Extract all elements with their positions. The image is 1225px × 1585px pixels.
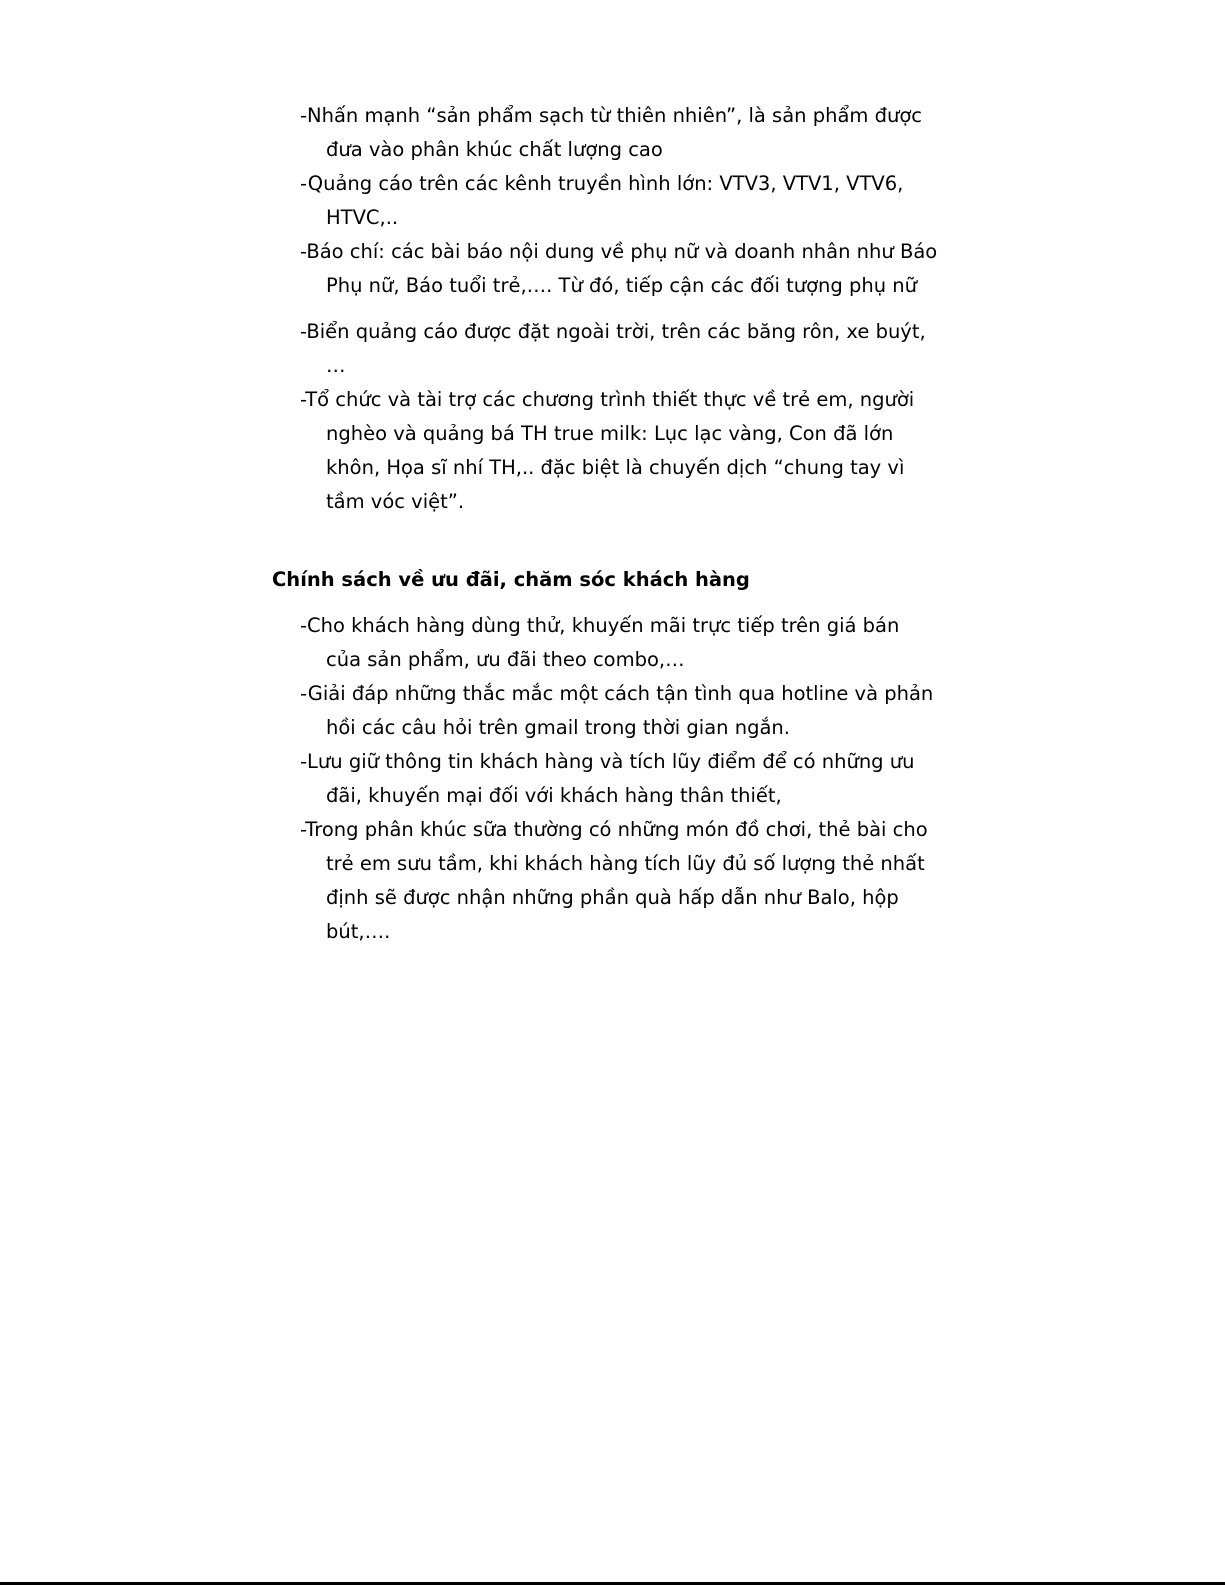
promotion-list [300,99,940,519]
list-item: -Tổ chức và tài trợ các chương trình thiết thực về trẻ em, người nghèo và quảng bá TH true milk: Lục lạc vàng, Con đã lớn khôn, Họa sĩ nhí TH,.. đặc biệt là chuyến dịch “chung tay vì tầm vóc việt”. [300,388,915,513]
list-item: -Nhấn mạnh “sản phẩm sạch từ thiên nhiên”, là sản phẩm được đưa vào phân khúc chất lượng cao [300,104,922,161]
list-item: -Lưu giữ thông tin khách hàng và tích lũy điểm để có những ưu đãi, khuyến mại đối với khách hàng thân thiết, [300,750,915,807]
list-item: -Giải đáp những thắc mắc một cách tận tình qua hotline và phản hồi các câu hỏi trên gmail trong thời gian ngắn. [300,682,934,739]
customer-care-list [300,609,940,949]
list-item: -Báo chí: các bài báo nội dung về phụ nữ và doanh nhân như Báo Phụ nữ, Báo tuổi trẻ,…. Từ đó, tiếp cận các đối tượng phụ nữ [300,240,938,297]
section-heading: Chính sách về ưu đãi, chăm sóc khách hàng [272,568,750,591]
list-item: -Biển quảng cáo được đặt ngoài trời, trên các băng rôn, xe buýt, … [300,320,926,377]
list-item: -Quảng cáo trên các kênh truyền hình lớn: VTV3, VTV1, VTV6, HTVC,.. [300,172,904,229]
list-item: -Trong phân khúc sữa thường có những món đồ chơi, thẻ bài cho trẻ em sưu tầm, khi khách hàng tích lũy đủ số lượng thẻ nhất định sẽ được nhận những phần quà hấp dẫn như Balo, hộp bút,…. [300,818,928,943]
list-item: -Cho khách hàng dùng thử, khuyến mãi trực tiếp trên giá bán của sản phẩm, ưu đãi theo combo,… [300,614,900,671]
